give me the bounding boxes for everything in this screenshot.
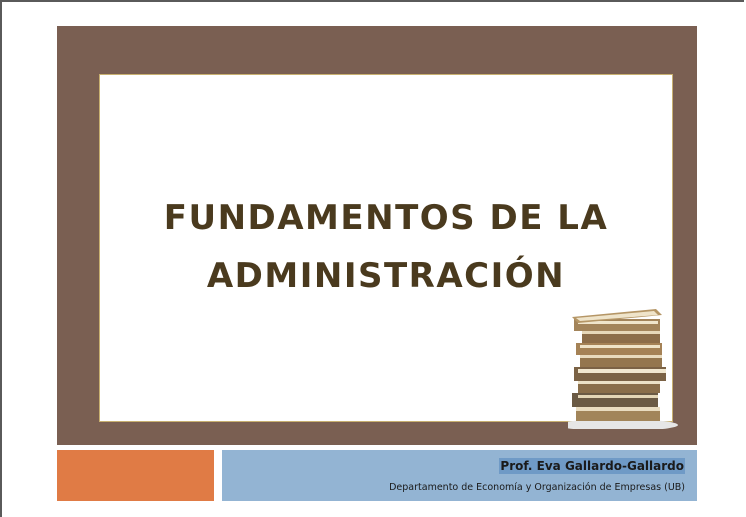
author-name: Prof. Eva Gallardo-Gallardo [500, 459, 684, 473]
books-illustration [568, 309, 680, 429]
title-card [99, 74, 673, 422]
slide-title-line-2: ADMINISTRACIÓN [206, 256, 566, 296]
slide-frame-band [57, 26, 697, 445]
slide-title-line-1: FUNDAMENTOS DE LA [163, 198, 609, 238]
accent-bar-orange [57, 450, 214, 501]
slide [57, 26, 697, 502]
department-name: Departamento de Economía y Organización de Empresas (UB) [389, 482, 685, 493]
footer-info-bar [222, 450, 697, 501]
slide-title [100, 189, 672, 305]
